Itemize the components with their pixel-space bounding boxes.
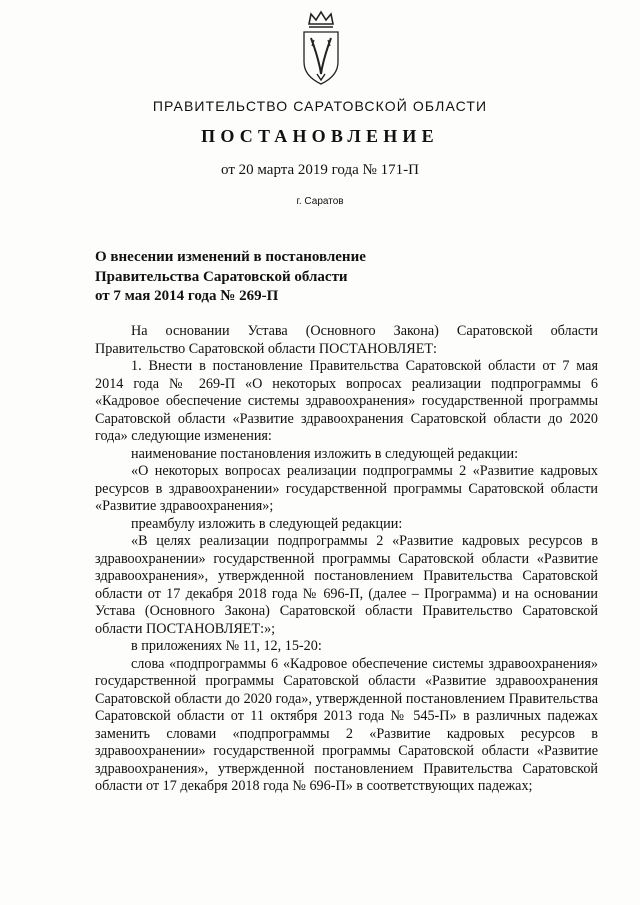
document-subject <box>95 248 366 307</box>
document-body <box>95 323 598 796</box>
body-paragraph: наименование постановления изложить в следующей редакции: <box>131 445 519 462</box>
subject-line: Правительства Саратовской области <box>95 268 348 285</box>
government-name: ПРАВИТЕЛЬСТВО САРАТОВСКОЙ ОБЛАСТИ <box>152 98 488 114</box>
body-paragraph: «В целях реализации подпрограммы 2 «Развитие кадровых ресурсов в здравоохранении» государственной программы Саратовской области «Развитие здравоохранения», утвержденной постановлением Правительства Саратовской области от 17 декабря 2018 года № 696-П, (далее – Программа) и на основании Устава (Основного Закона) Саратовской области Правительство Саратовской области ПОСТАНОВЛЯЕТ:»; <box>95 533 598 637</box>
body-paragraph: 1. Внести в постановление Правительства Саратовской области от 7 мая 2014 года № 269-П «О некоторых вопросах реализации подпрограммы 6 «Кадровое обеспечение системы здравоохранения» государственной программы Саратовской области «Развитие здравоохранения Саратовской области до 2020 года» следующие изменения: <box>95 358 598 444</box>
body-paragraph: в приложениях № 11, 12, 15-20: <box>131 638 322 654</box>
body-paragraph: преамбулу изложить в следующей редакции: <box>131 515 403 532</box>
document-date-number: от 20 марта 2019 года № 171-П <box>221 162 419 178</box>
document-type: ПОСТАНОВЛЕНИЕ <box>201 126 439 146</box>
body-paragraph: На основании Устава (Основного Закона) Саратовской области Правительство Саратовской области ПОСТАНОВЛЯЕТ: <box>95 323 598 357</box>
document-city: г. Саратов <box>296 196 344 207</box>
subject-line: О внесении изменений в постановление <box>95 249 366 265</box>
body-paragraph: «О некоторых вопросах реализации подпрограммы 2 «Развитие кадровых ресурсов в здравоохранении» государственной программы Саратовской области «Развитие здравоохранения»; <box>95 463 598 514</box>
subject-line: от 7 мая 2014 года № 269-П <box>95 288 279 304</box>
saratov-coat-of-arms-icon <box>300 10 342 88</box>
body-paragraph: слова «подпрограммы 6 «Кадровое обеспечение системы здравоохранения» государственной программы Саратовской области «Развитие здравоохранения Саратовской области до 2020 года», утвержденной постановлением Правительства Саратовской области от 11 октября 2013 года № 545-П» в различных падежах заменить словами «подпрограммы 2 «Развитие кадровых ресурсов в здравоохранении» государственной программы Саратовской области «Развитие здравоохранения», утвержденной постановлением Правительства Саратовской области от 17 декабря 2018 года № 696-П» в соответствующих падежах; <box>95 655 598 794</box>
